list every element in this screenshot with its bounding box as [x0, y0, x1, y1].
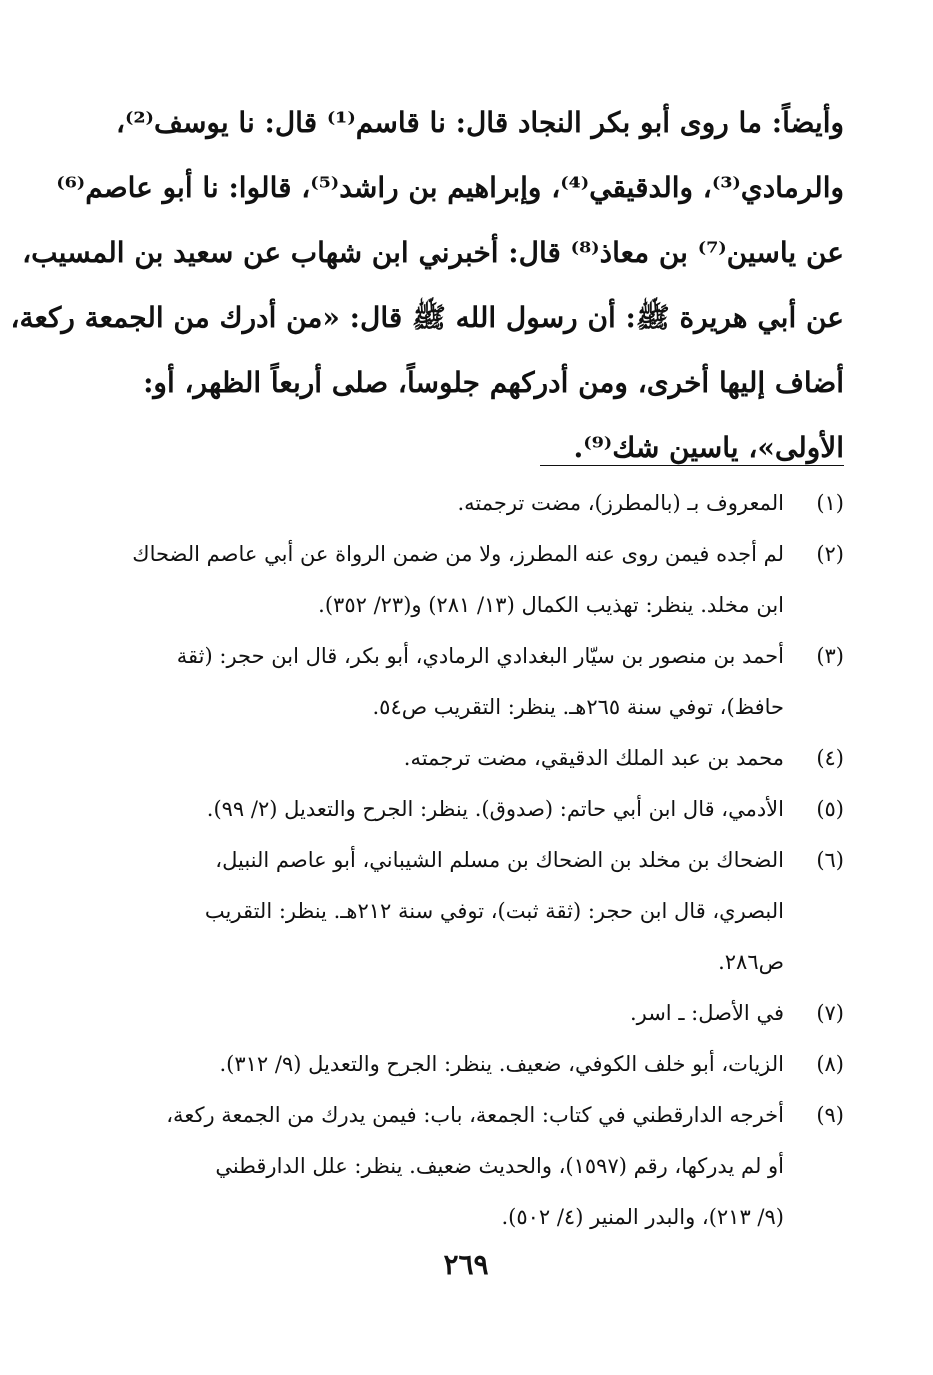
footnote-text: (٩/ ٢١٣)، والبدر المنير (٤/ ٥٠٢).: [501, 1205, 784, 1229]
main-text-block: [10, 90, 844, 480]
footnote-5: [130, 784, 844, 835]
footnote-8: [130, 1039, 844, 1090]
footnote-text: الأدمي، قال ابن أبي حاتم: (صدوق). ينظر: الجرح والتعديل (٢/ ٩٩).: [206, 797, 784, 821]
footnote-text: أخرجه الدارقطني في كتاب: الجمعة، باب: فيمن يدرك من الجمعة ركعة،: [166, 1103, 784, 1127]
footnote-number: (١): [816, 491, 844, 515]
footnote-1: [130, 478, 844, 529]
footnote-number: (٧): [816, 1001, 844, 1025]
main-text-line: أضاف إليها أخرى، ومن أدركهم جلوساً، صلى أربعاً الظهر، أو:: [143, 366, 844, 399]
footnote-text: محمد بن عبد الملك الدقيقي، مضت ترجمته.: [403, 746, 784, 770]
footnote-text: حافظ)، توفي سنة ٢٦٥هـ. ينظر: التقريب ص٥٤.: [372, 695, 784, 719]
footnote-7: [130, 988, 844, 1039]
footnote-text: الزيات، أبو خلف الكوفي، ضعيف. ينظر: الجرح والتعديل (٩/ ٣١٢).: [219, 1052, 784, 1076]
footnote-text: الضحاك بن مخلد بن الضحاك بن مسلم الشيباني، أبو عاصم النبيل،: [215, 848, 784, 872]
footnotes: [130, 478, 844, 1243]
main-text-line: الأولى»، ياسين شك⁽⁹⁾.: [573, 431, 844, 464]
footnote-text: أو لم يدركها، رقم (١٥٩٧)، والحديث ضعيف. ينظر: علل الدارقطني: [215, 1154, 784, 1178]
footnote-number: (٨): [816, 1052, 844, 1076]
main-text-line: عن ياسين⁽⁷⁾ بن معاذ⁽⁸⁾ قال: أخبرني ابن شهاب عن سعيد بن المسيب،: [22, 236, 844, 269]
footnote-number: (٥): [816, 797, 844, 821]
footnote-separator: [540, 465, 844, 466]
footnote-2: [130, 529, 844, 631]
footnote-text: البصري، قال ابن حجر: (ثقة ثبت)، توفي سنة ٢١٢هـ. ينظر: التقريب: [204, 899, 784, 923]
footnote-number: (٤): [816, 746, 844, 770]
footnote-text: المعروف بـ (بالمطرز)، مضت ترجمته.: [457, 491, 784, 515]
footnote-text: أحمد بن منصور بن سيّار البغدادي الرمادي، أبو بكر، قال ابن حجر: (ثقة: [176, 644, 784, 668]
footnote-number: (٦): [816, 848, 844, 872]
main-text-line: والرمادي⁽³⁾، والدقيقي⁽⁴⁾، وإبراهيم بن راشد⁽⁵⁾، قالوا: نا أبو عاصم⁽⁶⁾: [56, 171, 844, 204]
main-text-line: وأيضاً: ما روى أبو بكر النجاد قال: نا قاسم⁽¹⁾ قال: نا يوسف⁽²⁾،: [115, 106, 844, 139]
footnote-text: لم أجده فيمن روى عنه المطرز، ولا من ضمن الرواة عن أبي عاصم الضحاك: [132, 542, 784, 566]
footnote-6: [130, 835, 844, 988]
footnote-text: ابن مخلد. ينظر: تهذيب الكمال (١٣/ ٢٨١) و(٢٣/ ٣٥٢).: [318, 593, 784, 617]
footnote-number: (٢): [816, 542, 844, 566]
footnote-number: (٩): [816, 1103, 844, 1127]
main-text-line: عن أبي هريرة ﷺ: أن رسول الله ﷺ قال: «من أدرك من الجمعة ركعة،: [10, 301, 844, 334]
footnote-number: (٣): [816, 644, 844, 668]
footnote-text: ص٢٨٦.: [718, 950, 784, 974]
footnote-4: [130, 733, 844, 784]
footnote-text: في الأصل: ـ اسر.: [629, 1001, 784, 1025]
footnote-3: [130, 631, 844, 733]
footnote-9: [130, 1090, 844, 1243]
page-number: ٢٦٩: [443, 1248, 489, 1281]
